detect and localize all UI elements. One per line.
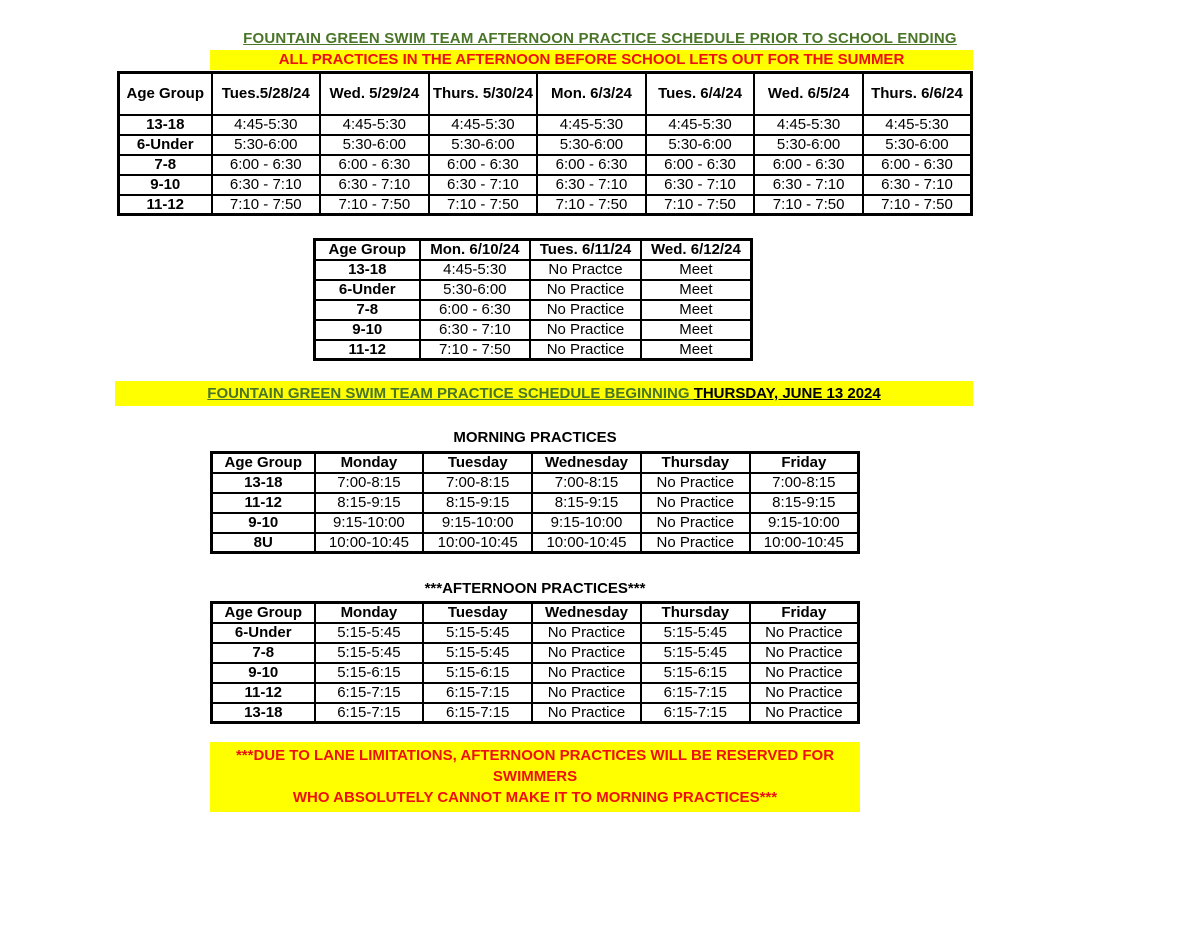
schedule-cell: No Practice: [750, 683, 859, 703]
table-row: [315, 320, 752, 340]
table-row: [212, 663, 859, 683]
age-group-cell: 6-Under: [212, 623, 315, 643]
column-header: Mon. 6/3/24: [537, 73, 646, 115]
schedule-cell: 7:10 - 7:50: [429, 195, 538, 215]
schedule-cell: 10:00-10:45: [750, 533, 859, 553]
age-group-cell: 13-18: [315, 260, 420, 280]
schedule-cell: Meet: [641, 340, 752, 360]
schedule-cell: 6:15-7:15: [423, 703, 532, 723]
table-row: [119, 155, 972, 175]
schedule-cell: 5:15-5:45: [641, 643, 750, 663]
age-group-cell: 7-8: [119, 155, 212, 175]
schedule-cell: 6:00 - 6:30: [212, 155, 321, 175]
schedule-cell: 5:15-5:45: [423, 623, 532, 643]
table-row: [212, 513, 859, 533]
schedule-cell: 8:15-9:15: [423, 493, 532, 513]
schedule-cell: 7:00-8:15: [750, 473, 859, 493]
schedule-cell: No Practice: [750, 663, 859, 683]
schedule-cell: 7:10 - 7:50: [537, 195, 646, 215]
schedule-cell: 6:00 - 6:30: [320, 155, 429, 175]
schedule-cell: 5:15-5:45: [641, 623, 750, 643]
schedule-cell: Meet: [641, 320, 752, 340]
afternoon-practices-banner: ALL PRACTICES IN THE AFTERNOON BEFORE SCHOOL LETS OUT FOR THE SUMMER: [210, 50, 973, 70]
schedule-cell: 6:30 - 7:10: [537, 175, 646, 195]
table-row: [315, 340, 752, 360]
schedule-cell: No Practice: [532, 683, 641, 703]
afternoon-practices-heading: ***AFTERNOON PRACTICES***: [424, 580, 646, 597]
schedule-cell: No Practice: [530, 340, 641, 360]
column-header: Thursday: [641, 603, 750, 623]
schedule-cell: 4:45-5:30: [863, 115, 972, 135]
age-group-cell: 11-12: [315, 340, 420, 360]
schedule-cell: 7:10 - 7:50: [754, 195, 863, 215]
schedule-cell: 4:45-5:30: [537, 115, 646, 135]
age-group-cell: 6-Under: [119, 135, 212, 155]
schedule-cell: 6:15-7:15: [315, 703, 424, 723]
morning-practices-table: [210, 451, 860, 554]
schedule-cell: 4:45-5:30: [420, 260, 531, 280]
column-header: Thurs. 5/30/24: [429, 73, 538, 115]
column-header: Age Group: [119, 73, 212, 115]
lane-limitations-note: [210, 742, 860, 812]
schedule-cell: No Practice: [530, 300, 641, 320]
schedule-cell: 6:30 - 7:10: [212, 175, 321, 195]
table-row: [212, 683, 859, 703]
table-row: [212, 473, 859, 493]
column-header: Monday: [315, 453, 424, 473]
table-row: [315, 300, 752, 320]
schedule-cell: No Practice: [530, 320, 641, 340]
schedule-cell: 10:00-10:45: [532, 533, 641, 553]
column-header: Age Group: [315, 240, 420, 260]
schedule-cell: No Practce: [530, 260, 641, 280]
schedule-cell: Meet: [641, 300, 752, 320]
schedule-cell: 7:10 - 7:50: [212, 195, 321, 215]
table-row: [212, 623, 859, 643]
table-row: [212, 643, 859, 663]
column-header: Wednesday: [532, 453, 641, 473]
schedule-cell: 6:30 - 7:10: [646, 175, 755, 195]
schedule-cell: 9:15-10:00: [532, 513, 641, 533]
summer-schedule-banner-date-text: THURSDAY, JUNE 13 2024: [693, 385, 881, 402]
schedule-cell: 7:00-8:15: [315, 473, 424, 493]
schedule-cell: 4:45-5:30: [212, 115, 321, 135]
column-header: Wednesday: [532, 603, 641, 623]
schedule-cell: 5:15-5:45: [315, 643, 424, 663]
schedule-cell: 5:15-6:15: [641, 663, 750, 683]
schedule-cell: 6:30 - 7:10: [754, 175, 863, 195]
age-group-cell: 9-10: [212, 513, 315, 533]
age-group-cell: 6-Under: [315, 280, 420, 300]
afternoon-practices-table: [210, 601, 860, 724]
schedule-cell: 4:45-5:30: [646, 115, 755, 135]
schedule-cell: 8:15-9:15: [532, 493, 641, 513]
schedule-cell: 5:30-6:00: [420, 280, 531, 300]
schedule-cell: 6:00 - 6:30: [863, 155, 972, 175]
schedule-cell: 10:00-10:45: [423, 533, 532, 553]
schedule-cell: 6:15-7:15: [315, 683, 424, 703]
schedule-cell: No Practice: [641, 533, 750, 553]
schedule-cell: Meet: [641, 280, 752, 300]
column-header: Age Group: [212, 603, 315, 623]
age-group-cell: 13-18: [212, 703, 315, 723]
schedule-cell: No Practice: [641, 493, 750, 513]
age-group-cell: 11-12: [119, 195, 212, 215]
schedule-cell: 5:15-5:45: [315, 623, 424, 643]
column-header: Wed. 6/12/24: [641, 240, 752, 260]
column-header: Friday: [750, 603, 859, 623]
schedule-cell: No Practice: [750, 623, 859, 643]
schedule-cell: 5:15-6:15: [423, 663, 532, 683]
schedule-cell: 9:15-10:00: [750, 513, 859, 533]
column-header: Tues. 6/11/24: [530, 240, 641, 260]
lane-limitations-note-line1: ***DUE TO LANE LIMITATIONS, AFTERNOON PRACTICES WILL BE RESERVED FOR SWIMMERS: [235, 747, 835, 785]
table-row: [315, 260, 752, 280]
schedule-cell: No Practice: [641, 473, 750, 493]
column-header: Tuesday: [423, 453, 532, 473]
schedule-cell: 6:00 - 6:30: [537, 155, 646, 175]
column-header: Wed. 6/5/24: [754, 73, 863, 115]
schedule-cell: 7:00-8:15: [423, 473, 532, 493]
schedule-cell: No Practice: [532, 643, 641, 663]
age-group-cell: 11-12: [212, 493, 315, 513]
age-group-cell: 11-12: [212, 683, 315, 703]
age-group-cell: 13-18: [119, 115, 212, 135]
schedule-cell: No Practice: [532, 623, 641, 643]
table-row: [119, 195, 972, 215]
header-row: [119, 73, 972, 115]
column-header: Age Group: [212, 453, 315, 473]
lane-limitations-note-line2: WHO ABSOLUTELY CANNOT MAKE IT TO MORNING PRACTICES***: [292, 789, 778, 806]
schedule-cell: 9:15-10:00: [315, 513, 424, 533]
column-header: Thurs. 6/6/24: [863, 73, 972, 115]
schedule-cell: 6:30 - 7:10: [320, 175, 429, 195]
header-row: [315, 240, 752, 260]
schedule-cell: No Practice: [641, 513, 750, 533]
schedule-cell: 4:45-5:30: [320, 115, 429, 135]
schedule-cell: No Practice: [532, 663, 641, 683]
schedule-cell: 6:30 - 7:10: [863, 175, 972, 195]
schedule-cell: 5:30-6:00: [863, 135, 972, 155]
column-header: Friday: [750, 453, 859, 473]
schedule-cell: Meet: [641, 260, 752, 280]
schedule-cell: 7:00-8:15: [532, 473, 641, 493]
schedule-cell: No Practice: [750, 703, 859, 723]
schedule-cell: 6:30 - 7:10: [429, 175, 538, 195]
morning-practices-heading: MORNING PRACTICES: [453, 429, 617, 446]
schedule-cell: 4:45-5:30: [754, 115, 863, 135]
age-group-cell: 8U: [212, 533, 315, 553]
table-row: [119, 135, 972, 155]
summer-schedule-banner: [115, 381, 973, 406]
age-group-cell: 7-8: [212, 643, 315, 663]
age-group-cell: 9-10: [212, 663, 315, 683]
column-header: Tues.5/28/24: [212, 73, 321, 115]
column-header: Tuesday: [423, 603, 532, 623]
schedule-cell: 7:10 - 7:50: [320, 195, 429, 215]
table-row: [119, 175, 972, 195]
column-header: Tues. 6/4/24: [646, 73, 755, 115]
document-title: FOUNTAIN GREEN SWIM TEAM AFTERNOON PRACTICE SCHEDULE PRIOR TO SCHOOL ENDING: [243, 30, 957, 47]
schedule-cell: 5:30-6:00: [212, 135, 321, 155]
age-group-cell: 9-10: [315, 320, 420, 340]
schedule-cell: 7:10 - 7:50: [420, 340, 531, 360]
header-row: [212, 603, 859, 623]
age-group-cell: 13-18: [212, 473, 315, 493]
column-header: Thursday: [641, 453, 750, 473]
header-row: [212, 453, 859, 473]
column-header: Wed. 5/29/24: [320, 73, 429, 115]
schedule-cell: 7:10 - 7:50: [646, 195, 755, 215]
schedule-cell: No Practice: [532, 703, 641, 723]
schedule-cell: 6:15-7:15: [423, 683, 532, 703]
schedule-cell: No Practice: [750, 643, 859, 663]
schedule-cell: 6:15-7:15: [641, 683, 750, 703]
table-row: [119, 115, 972, 135]
table-row: [212, 533, 859, 553]
schedule-cell: 6:15-7:15: [641, 703, 750, 723]
schedule-cell: 8:15-9:15: [750, 493, 859, 513]
table-row: [212, 493, 859, 513]
table-row: [315, 280, 752, 300]
schedule-cell: 6:00 - 6:30: [646, 155, 755, 175]
schedule-cell: 7:10 - 7:50: [863, 195, 972, 215]
schedule-cell: 5:30-6:00: [320, 135, 429, 155]
age-group-cell: 7-8: [315, 300, 420, 320]
schedule-cell: 5:15-6:15: [315, 663, 424, 683]
schedule-cell: 6:00 - 6:30: [754, 155, 863, 175]
schedule-cell: 10:00-10:45: [315, 533, 424, 553]
schedule-cell: 5:30-6:00: [429, 135, 538, 155]
schedule-cell: 6:30 - 7:10: [420, 320, 531, 340]
schedule-cell: 6:00 - 6:30: [429, 155, 538, 175]
schedule-cell: No Practice: [530, 280, 641, 300]
schedule-cell: 6:00 - 6:30: [420, 300, 531, 320]
schedule-cell: 5:30-6:00: [646, 135, 755, 155]
schedule-cell: 4:45-5:30: [429, 115, 538, 135]
column-header: Mon. 6/10/24: [420, 240, 531, 260]
schedule-cell: 5:30-6:00: [537, 135, 646, 155]
final-week-schedule-table: [313, 238, 753, 361]
schedule-cell: 8:15-9:15: [315, 493, 424, 513]
column-header: Monday: [315, 603, 424, 623]
age-group-cell: 9-10: [119, 175, 212, 195]
schedule-cell: 5:30-6:00: [754, 135, 863, 155]
summer-schedule-banner-green-text: FOUNTAIN GREEN SWIM TEAM PRACTICE SCHEDULE BEGINNING: [207, 385, 694, 402]
before-school-schedule-table: [117, 71, 973, 216]
table-row: [212, 703, 859, 723]
schedule-cell: 5:15-5:45: [423, 643, 532, 663]
schedule-cell: 9:15-10:00: [423, 513, 532, 533]
